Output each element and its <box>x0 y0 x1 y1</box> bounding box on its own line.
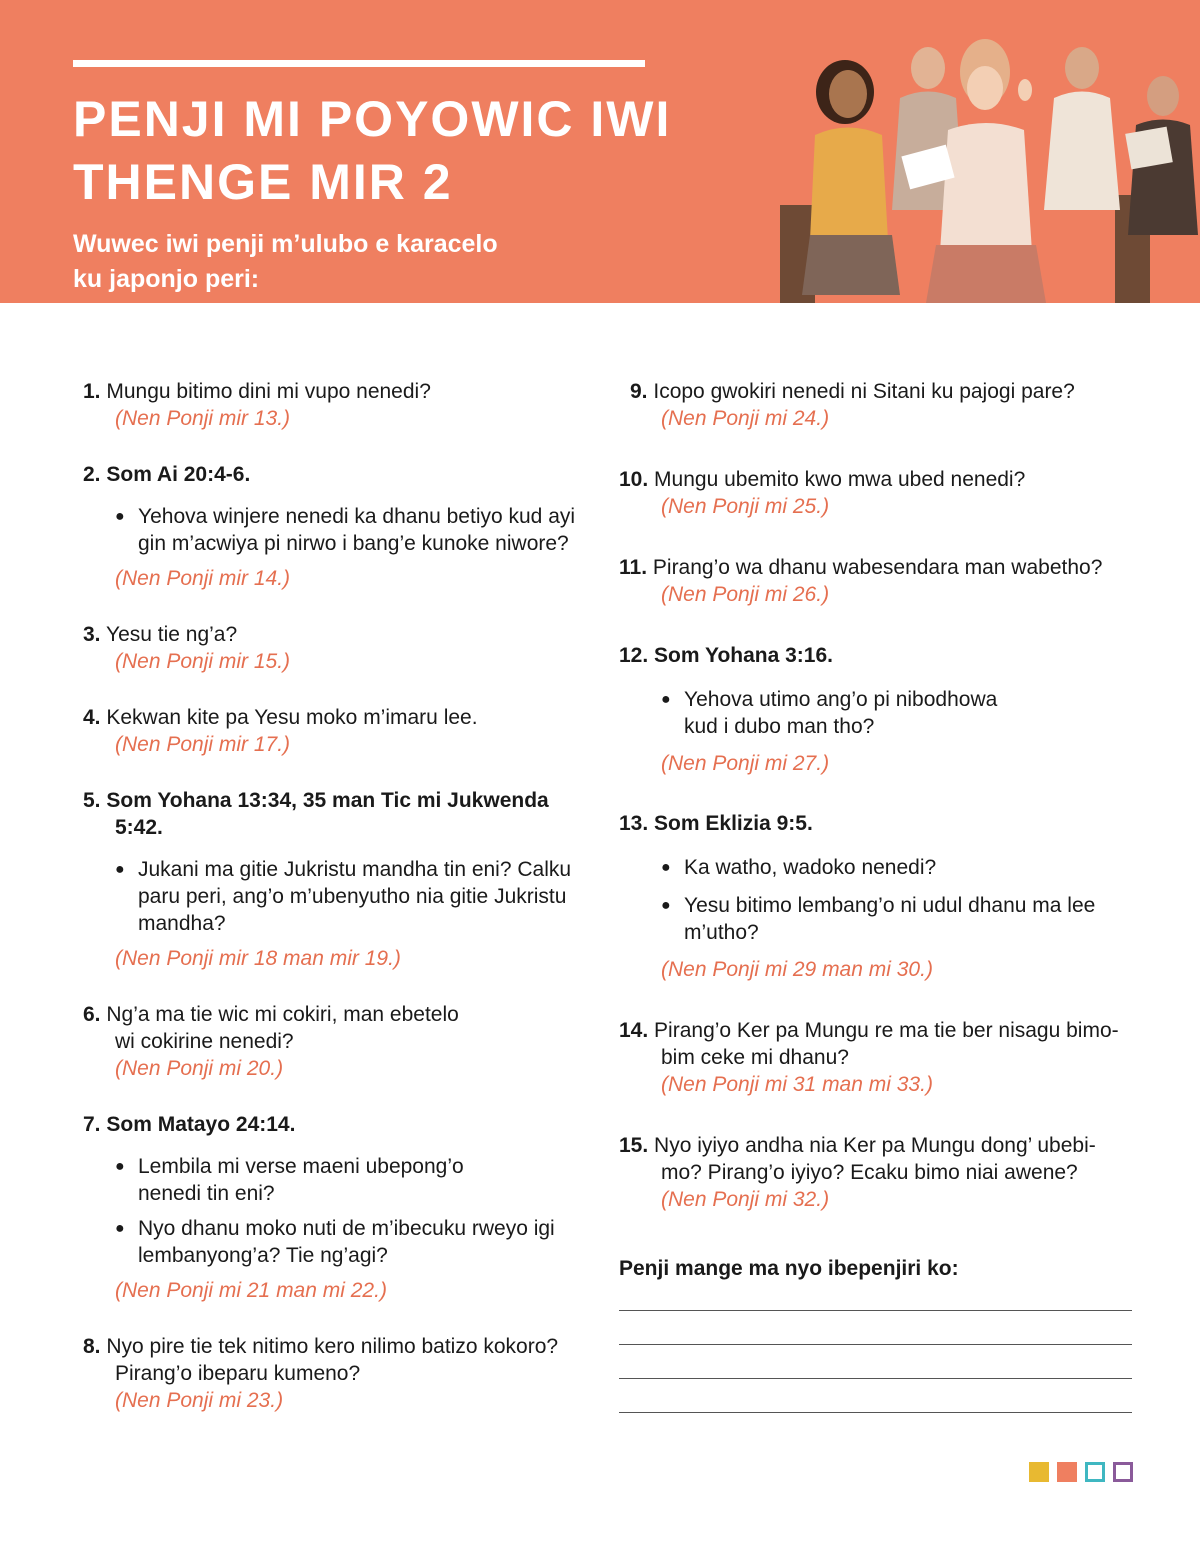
question-heading: Som Matayo 24:14. <box>106 1113 296 1136</box>
question-number: 10. <box>619 468 649 491</box>
question-item <box>83 1333 593 1414</box>
question-number: 8. <box>83 1335 101 1358</box>
question-reference: (Nen Ponji mi 29 man mi 30.) <box>661 958 933 981</box>
answer-line[interactable] <box>619 1310 1132 1311</box>
question-text: Nyo iyiyo andha nia Ker pa Mungu dong’ ubebi- <box>654 1134 1096 1157</box>
question-heading: 5:42. <box>115 816 163 839</box>
question-text: Kekwan kite pa Yesu moko m’imaru lee. <box>106 706 478 729</box>
page-title-line: THENGE MIR 2 <box>73 154 453 210</box>
question-text: Pirang’o wa dhanu wabesendara man wabetho? <box>652 556 1103 579</box>
header-banner <box>0 0 1200 303</box>
bullet-dot: ● <box>115 861 125 878</box>
page-title-line: PENJI MI POYOWIC IWI <box>73 91 672 147</box>
question-reference: (Nen Ponji mi 32.) <box>661 1188 830 1211</box>
question-text: Nyo pire tie tek nitimo kero nilimo batizo kokoro? <box>106 1335 559 1358</box>
person-illustration <box>1125 76 1198 235</box>
page-title <box>73 88 713 214</box>
question-number: 13. <box>619 812 649 835</box>
square-purple <box>1113 1462 1133 1482</box>
bullet-dot: ● <box>661 691 671 708</box>
question-number: 2. <box>83 463 101 486</box>
question-reference: (Nen Ponji mir 14.) <box>115 567 291 590</box>
question-reference: (Nen Ponji mir 15.) <box>115 650 291 673</box>
question-item <box>83 787 593 972</box>
question-number: 11. <box>619 556 648 579</box>
answer-line[interactable] <box>619 1378 1132 1379</box>
question-number: 14. <box>619 1019 649 1042</box>
question-bullet: ● Yesu bitimo lembang’o ni udul dhanu ma lee m’utho? <box>661 894 1096 944</box>
bullet-dot: ● <box>115 1158 125 1175</box>
question-item <box>83 621 593 675</box>
question-bullet: ● Ka watho, wadoko nenedi? <box>661 856 937 879</box>
square-yellow <box>1029 1462 1049 1482</box>
person-illustration <box>802 60 900 295</box>
question-reference: (Nen Ponji mi 20.) <box>115 1057 284 1080</box>
bullet-dot: ● <box>115 1220 125 1237</box>
question-item <box>619 466 1139 520</box>
bullet-dot: ● <box>661 859 671 876</box>
question-reference: (Nen Ponji mi 24.) <box>661 407 830 430</box>
extra-questions-heading: Penji mange ma nyo ibepenjiri ko: <box>619 1257 959 1280</box>
bullet-dot: ● <box>661 897 671 914</box>
question-text: Mungu ubemito kwo mwa ubed nenedi? <box>654 468 1026 491</box>
question-text: wi cokirine nenedi? <box>115 1030 294 1053</box>
question-heading: Som Yohana 13:34, 35 man Tic mi Jukwenda <box>106 789 549 812</box>
question-text: mo? Pirang’o iyiyo? Ecaku bimo niai awene? <box>661 1161 1078 1184</box>
question-text: Icopo gwokiri nenedi ni Sitani ku pajogi pare? <box>653 380 1075 403</box>
question-reference: (Nen Ponji mi 31 man mi 33.) <box>661 1073 933 1096</box>
header-rule <box>73 60 645 67</box>
question-number: 5. <box>83 789 101 812</box>
question-reference: (Nen Ponji mi 23.) <box>115 1389 284 1412</box>
question-heading: Som Eklizia 9:5. <box>654 812 813 835</box>
square-orange <box>1057 1462 1077 1482</box>
question-item <box>619 554 1139 608</box>
question-text: Pirang’o ibeparu kumeno? <box>115 1362 361 1385</box>
page-subtitle-line: ku japonjo peri: <box>73 265 260 293</box>
question-reference: (Nen Ponji mi 26.) <box>661 583 830 606</box>
question-number: 9. <box>630 380 648 403</box>
question-reference: (Nen Ponji mir 13.) <box>115 407 291 430</box>
question-number: 4. <box>83 706 101 729</box>
question-bullet: ● Yehova winjere nenedi ka dhanu betiyo kud ayi gin m’acwiya pi nirwo i bang’e kunoke niwore? <box>115 505 576 555</box>
question-bullet: ● Nyo dhanu moko nuti de m’ibecuku rweyo igi lembanyong’a? Tie ng’agi? <box>115 1217 555 1267</box>
question-bullet: ● Yehova utimo ang’o pi nibodhowa kud i dubo man tho? <box>661 688 998 738</box>
question-text: Pirang’o Ker pa Mungu re ma tie ber nisagu bimo- <box>654 1019 1119 1042</box>
page-subtitle-line: Wuwec iwi penji m’ulubo e karacelo <box>73 230 498 258</box>
question-reference: (Nen Ponji mi 25.) <box>661 495 830 518</box>
question-heading: Som Ai 20:4-6. <box>106 463 251 486</box>
question-number: 1. <box>83 380 101 403</box>
bullet-dot: ● <box>115 508 125 525</box>
audience-illustration <box>760 30 1200 303</box>
question-text: Ng’a ma tie wic mi cokiri, man ebetelo <box>106 1003 459 1026</box>
question-item <box>83 461 593 592</box>
question-item <box>619 810 1139 983</box>
question-item <box>83 1001 593 1082</box>
question-text: bim ceke mi dhanu? <box>661 1046 849 1069</box>
answer-line[interactable] <box>619 1412 1132 1413</box>
question-item <box>619 1132 1139 1213</box>
question-number: 15. <box>619 1134 649 1157</box>
square-teal <box>1085 1462 1105 1482</box>
questions-column-left <box>83 378 593 1414</box>
question-text: Yesu tie ng’a? <box>105 623 238 646</box>
question-reference: (Nen Ponji mir 17.) <box>115 733 291 756</box>
question-item <box>619 642 1139 777</box>
question-item <box>83 378 593 432</box>
question-item <box>619 1017 1139 1098</box>
person-illustration <box>1044 47 1120 210</box>
question-text: Mungu bitimo dini mi vupo nenedi? <box>106 380 431 403</box>
question-reference: (Nen Ponji mir 18 man mir 19.) <box>115 947 401 970</box>
question-reference: (Nen Ponji mi 27.) <box>661 752 830 775</box>
question-item <box>83 1111 593 1304</box>
question-bullet: ● Jukani ma gitie Jukristu mandha tin eni? Calku paru peri, ang’o m’ubenyutho nia gitie Jukristu mandha? <box>115 858 572 935</box>
questions-column-right <box>619 378 1139 1213</box>
answer-line[interactable] <box>619 1344 1132 1345</box>
question-number: 12. <box>619 644 649 667</box>
question-number: 6. <box>83 1003 101 1026</box>
question-item <box>619 378 1139 432</box>
question-reference: (Nen Ponji mi 21 man mi 22.) <box>115 1279 387 1302</box>
question-item <box>83 704 593 758</box>
question-number: 7. <box>83 1113 101 1136</box>
question-number: 3. <box>83 623 101 646</box>
question-bullet: ● Lembila mi verse maeni ubepong’o nenedi tin eni? <box>115 1155 464 1205</box>
page-subtitle <box>73 227 573 297</box>
question-heading: Som Yohana 3:16. <box>654 644 833 667</box>
